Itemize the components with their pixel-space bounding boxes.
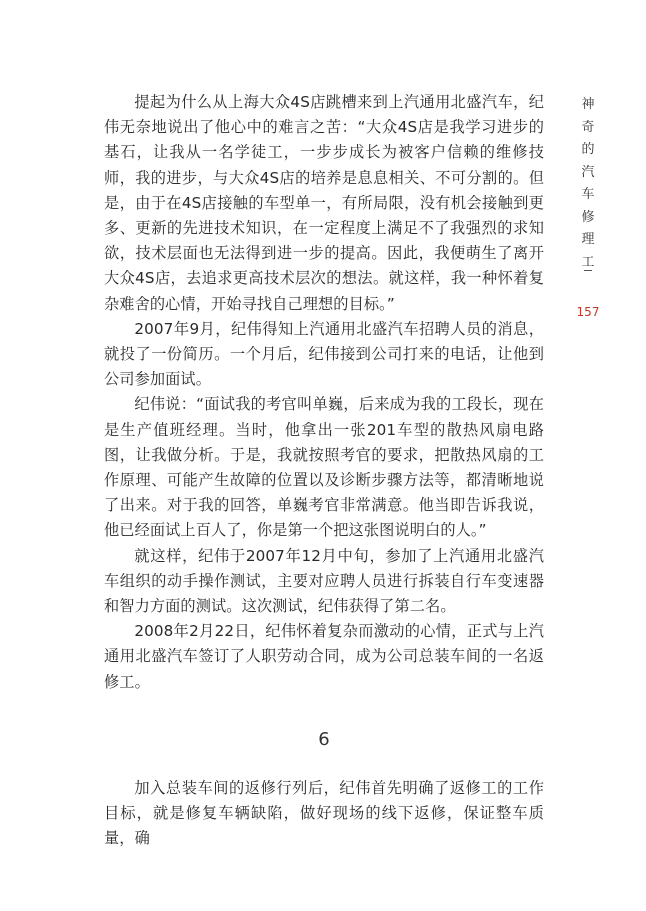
section-number: 6 <box>318 729 330 750</box>
page-number: 157 <box>576 305 600 319</box>
section-text-block <box>104 776 544 852</box>
running-title-separator <box>584 270 592 271</box>
paragraph: 提起为什么从上海大众4S店跳槽来到上汽通用北盛汽车，纪伟无奈地说出了他心中的难言之苦：“大众4S店是我学习进步的基石，让我从一名学徒工，一步步成长为被客户信赖的维修技师，我的进步，与大众4S店的培养是息息相关、不可分割的。但是，由于在4S店接触的车型单一，有所局限，没有机会接触到更多、更新的先进技术知识，在一定程度上满足不了我强烈的求知欲，技术层面也无法得到进一步的提高。因此，我便萌生了离开大众4S店，去追求更高技术层次的想法。就这样，我一种怀着复杂难舍的心情，开始寻找自己理想的目标。” <box>104 93 544 313</box>
paragraph: 就这样，纪伟于2007年12月中旬，参加了上汽通用北盛汽车组织的动手操作测试，主要对应聘人员进行拆装自行车变速器和智力方面的测试。这次测试，纪伟获得了第二名。 <box>104 546 544 616</box>
paragraph: 2007年9月，纪伟得知上汽通用北盛汽车招聘人员的消息，就投了一份简历。一个月后，纪伟接到公司打来的电话，让他到公司参加面试。 <box>104 319 544 389</box>
paragraph: 加入总装车间的返修行列后，纪伟首先明确了返修工的工作目标，就是修复车辆缺陷，做好现场的线下返修，保证整车质量，确 <box>104 779 544 848</box>
paragraph: 2008年2月22日，纪伟怀着复杂而激动的心情，正式与上汽通用北盛汽车签订了人职劳动合同，成为公司总装车间的一名返修工。 <box>104 622 544 691</box>
paragraph: 纪伟说：“面试我的考官叫单巍，后来成为我的工段长，现在是生产值班经理。当时，他拿出一张201车型的散热风扇电路图，让我做分析。于是，我就按照考官的要求，把散热风扇的工作原理、可能产生故障的位置以及诊断步骤方法等，都清晰地说了出来。对于我的回答，单巍考官非常满意。他当即告诉我说，他已经面试上百人了，你是第一个把这张图说明白的人。” <box>104 395 544 540</box>
main-text-block <box>104 90 544 695</box>
running-book-title: 神奇的汽车修理工 <box>581 97 595 270</box>
